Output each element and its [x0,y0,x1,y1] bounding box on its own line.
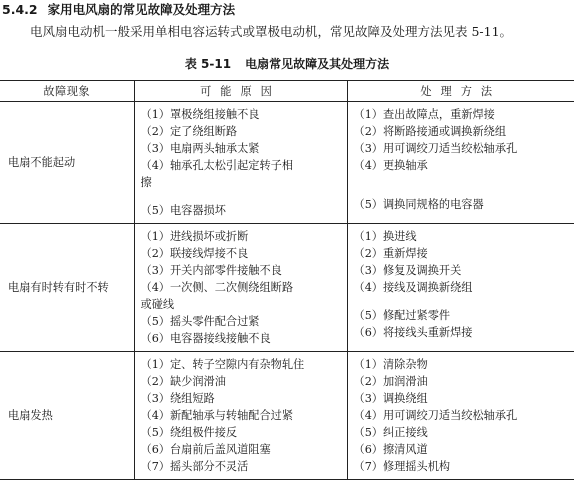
cause-line: （4）轴承孔太松引起定转子相 [140,159,294,172]
remedy-line: （6）擦清风道 [353,443,428,456]
remedy-line: （1）清除杂物 [353,358,428,371]
remedy-line: （4）更换轴承 [353,159,428,172]
cause-line: （6）电容器接线接触不良 [140,332,271,345]
table-row [0,102,574,224]
remedy-line: （6）将接线头重新焊接 [353,326,473,339]
remedy-line: （2）将断路接通或调换新绕组 [353,125,507,138]
possible-causes-cell [134,224,347,352]
cause-line: （3）电扇两头轴承太紧 [140,142,260,155]
remedy-line: （2）重新焊接 [353,247,428,260]
cause-line: （6）台扇前后盖风道阻塞 [140,443,271,456]
cause-line: （4）新配轴承与转轴配合过紧 [140,409,294,422]
remedy-line: （1）换进线 [353,230,417,243]
fault-table [0,80,574,480]
remedy-line: （4）接线及调换新绕组 [353,281,473,294]
remedies-cell [347,224,574,352]
cause-line: （5）电容器损坏 [140,204,226,217]
cause-line: （5）摇头零件配合过紧 [140,315,260,328]
header-causes: 可能原因 [134,81,347,102]
cause-line: （4）一次侧、二次侧绕组断路 [140,281,294,294]
table-header-row [0,81,574,102]
fault-phenomenon-cell: 电扇发热 [0,352,134,480]
remedy-line: （2）加润滑油 [353,375,428,388]
remedy-line: （3）修复及调换开关 [353,264,462,277]
section-heading [2,0,235,18]
header-remedies: 处理方法 [347,81,574,102]
remedy-line: （5）纠正接线 [353,426,428,439]
header-phenomenon: 故障现象 [0,81,134,102]
cause-line: （2）联接线焊接不良 [140,247,249,260]
table-caption [0,55,574,72]
remedy-line: （3）调换绕组 [353,392,428,405]
cause-line: （5）绕组极件接反 [140,426,238,439]
cause-line: （3）绕组短路 [140,392,215,405]
cause-line: 或碰线 [140,298,175,311]
remedy-line [354,185,571,196]
remedy-line [354,174,571,185]
table-row [0,224,574,352]
cause-line: （3）开关内部零件接触不良 [140,264,282,277]
remedy-line [354,296,571,307]
cause-line: （2）定了绕组断路 [140,125,238,138]
cause-line: （1）定、转子空隙内有杂物轧住 [140,358,305,371]
intro-paragraph: 电风扇电动机一般采用单相电容运转式或罩极电动机，常见故障及处理方法见表 5-11。 [30,24,513,39]
table-title: 电扇常见故障及其处理方法 [245,57,390,71]
remedy-line: （5）调换同规格的电容器 [353,198,484,211]
remedy-line: （5）修配过紧零件 [353,309,451,322]
cause-line: （7）摇头部分不灵活 [140,460,249,473]
remedy-line: （1）查出故障点，重新焊接 [353,108,495,121]
table-row [0,352,574,480]
cause-line: 擦 [140,176,152,189]
remedy-line: （4）用可调绞刀适当绞松轴承孔 [353,409,518,422]
possible-causes-cell [134,102,347,224]
remedy-line: （7）修理摇头机构 [353,460,451,473]
cause-line: （2）缺少润滑油 [140,375,226,388]
remedies-cell [347,352,574,480]
cause-line: （1）进线损坏或折断 [140,230,249,243]
fault-phenomenon-cell: 电扇有时转有时不转 [0,224,134,352]
fault-phenomenon-cell: 电扇不能起动 [0,102,134,224]
section-title: 家用电风扇的常见故障及处理方法 [47,2,236,17]
cause-line [141,191,343,202]
table-number: 表 5-11 [184,57,232,71]
possible-causes-cell [134,352,347,480]
cause-line: （1）罩极绕组接触不良 [140,108,260,121]
section-number: 5.4.2 [2,2,38,17]
remedies-cell [347,102,574,224]
remedy-line: （3）用可调绞刀适当绞松轴承孔 [353,142,518,155]
